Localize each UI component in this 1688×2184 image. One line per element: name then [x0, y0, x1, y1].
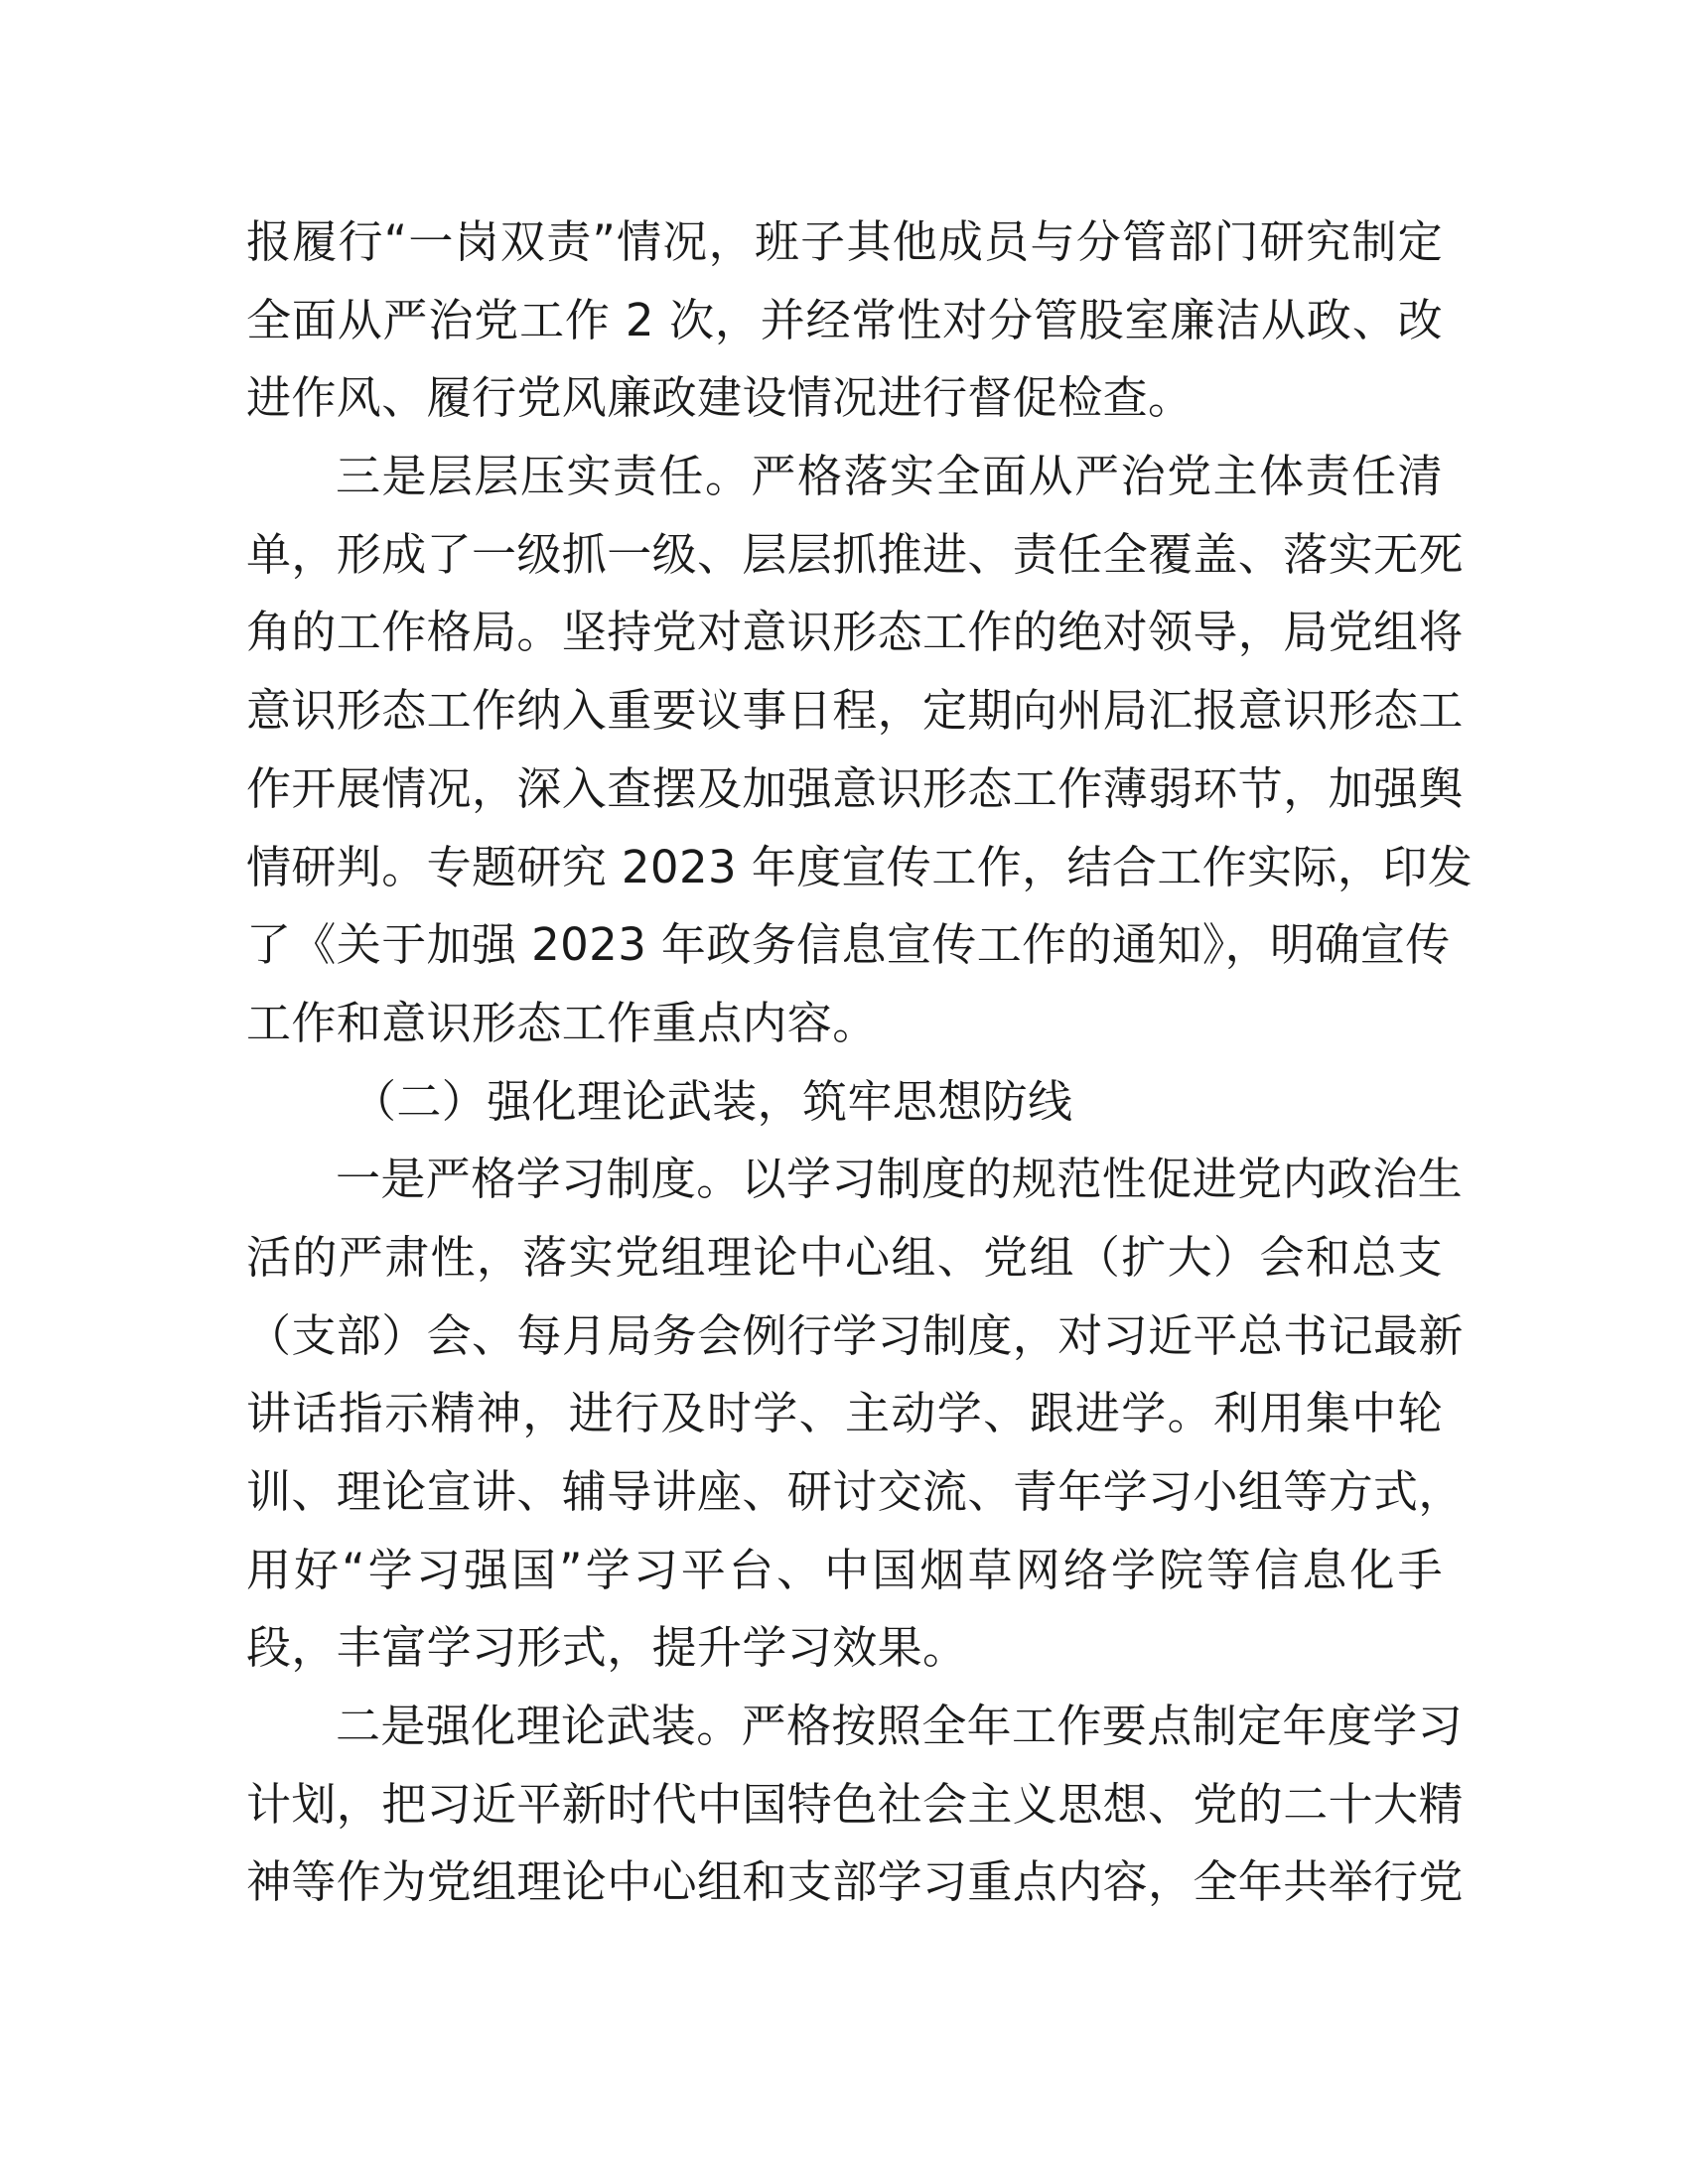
body-text-line: 全面从严治党工作 2 次，并经常性对分管股室廉洁从政、改	[246, 293, 1443, 346]
body-text-line: 讲话指示精神，进行及时学、主动学、跟进学。利用集中轮	[246, 1387, 1443, 1440]
body-text-line: 意识形态工作纳入重要议事日程，定期向州局汇报意识形态工	[246, 684, 1464, 738]
body-text-line: 单，形成了一级抓一级、层层抓推进、责任全覆盖、落实无死	[246, 527, 1464, 581]
body-text-line: 训、理论宣讲、辅导讲座、研讨交流、青年学习小组等方式，	[246, 1465, 1464, 1518]
body-text-line: 情研判。专题研究 2023 年度宣传工作，结合工作实际，印发	[246, 840, 1474, 893]
body-text-line: 报履行“一岗双责”情况，班子其他成员与分管部门研究制定	[246, 215, 1443, 268]
body-text-line: （支部）会、每月局务会例行学习制度，对习近平总书记最新	[246, 1308, 1464, 1362]
paragraph-first-line: 二是强化理论武装。严格按照全年工作要点制定年度学习	[336, 1700, 1464, 1753]
document-body	[246, 204, 1474, 1922]
body-text-line: 用好“学习强国”学习平台、中国烟草网络学院等信息化手	[246, 1543, 1443, 1596]
paragraph-first-line: 三是层层压实责任。严格落实全面从严治党主体责任清	[336, 450, 1443, 503]
section-heading: （二）强化理论武装，筑牢思想防线	[352, 1074, 1073, 1128]
body-text-line: 了《关于加强 2023 年政务信息宣传工作的通知》，明确宣传	[246, 918, 1451, 972]
body-text-line: 计划，把习近平新时代中国特色社会主义思想、党的二十大精	[246, 1777, 1464, 1831]
body-text-line: 角的工作格局。坚持党对意识形态工作的绝对领导，局党组将	[246, 606, 1464, 659]
body-text-line: 工作和意识形态工作重点内容。	[246, 996, 878, 1049]
body-text-line: 神等作为党组理论中心组和支部学习重点内容，全年共举行党	[246, 1855, 1464, 1909]
body-text-line: 段，丰富学习形式，提升学习效果。	[246, 1621, 968, 1675]
body-text-line: 作开展情况，深入查摆及加强意识形态工作薄弱环节，加强舆	[246, 761, 1464, 815]
body-text-line: 进作风、履行党风廉政建设情况进行督促检查。	[246, 371, 1194, 425]
paragraph-first-line: 一是严格学习制度。以学习制度的规范性促进党内政治生	[336, 1153, 1464, 1206]
body-text-line: 活的严肃性，落实党组理论中心组、党组（扩大）会和总支	[246, 1230, 1443, 1284]
